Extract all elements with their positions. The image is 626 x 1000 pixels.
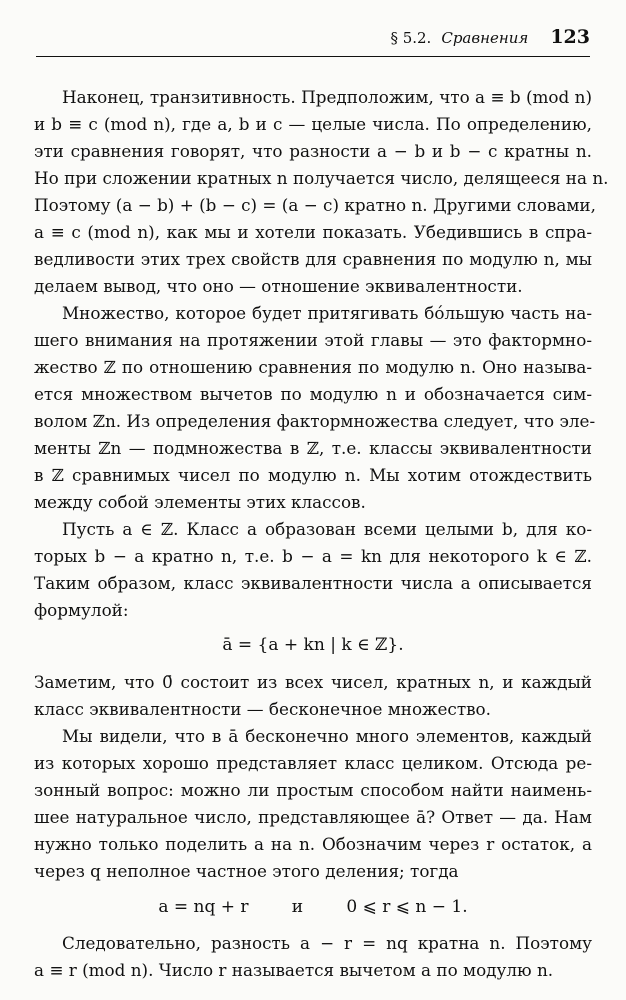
text-line: Поэтому (a − b) + (b − c) = (a − c) кратно n. Другими словами, <box>34 195 596 215</box>
text-line: класс эквивалентности — бесконечное множество. <box>34 699 491 719</box>
text-line: Пусть a ∈ ℤ. Класс a образован всеми целыми b, для ко- <box>62 519 592 539</box>
text-line: эти сравнения говорят, что разности a − b и b − c кратны n. <box>34 141 592 161</box>
text-line: через q неполное частное этого деления; тогда <box>34 861 459 881</box>
text-line: ведливости этих трех свойств для сравнения по модулю n, мы <box>34 249 592 269</box>
formula-class-definition: ā = {a + kn | k ∈ ℤ}. <box>222 635 404 655</box>
section-title: Сравнения <box>441 29 529 47</box>
text-line: из которых хорошо представляет класс целиком. Отсюда ре- <box>34 753 592 773</box>
text-line: шее натуральное число, представляющее ā? Ответ — да. Нам <box>34 807 592 827</box>
text-line: в ℤ сравнимых чисел по модулю n. Мы хотим отождествить <box>34 465 592 485</box>
section-number: § 5.2. <box>390 29 432 47</box>
text-line: торых b − a кратно n, т.е. b − a = kn для некоторого k ∈ ℤ. <box>34 546 592 566</box>
text-line: Заметим, что 0̄ состоит из всех чисел, кратных n, и каждый <box>34 672 592 692</box>
text-line: жество ℤ по отношению сравнения по модулю n. Оно называ- <box>34 357 592 377</box>
text-line: волом ℤn. Из определения фактормножества следует, что эле- <box>34 411 596 431</box>
text-line: Множество, которое будет притягивать бóльшую часть на- <box>62 303 592 323</box>
page-number: 123 <box>550 26 590 48</box>
text-line: Наконец, транзитивность. Предположим, что a ≡ b (mod n) <box>62 87 592 107</box>
running-header <box>36 26 590 57</box>
text-line: формулой: <box>34 600 129 620</box>
text-line: ется множеством вычетов по модулю n и обозначается сим- <box>34 384 592 404</box>
text-line: нужно только поделить a на n. Обозначим через r остаток, а <box>34 834 592 854</box>
text-line: a ≡ r (mod n). Число r называется вычетом a по модулю n. <box>34 960 554 980</box>
text-line: делаем вывод, что оно — отношение эквивалентности. <box>34 276 523 296</box>
text-line: между собой элементы этих классов. <box>34 492 366 512</box>
text-line: Мы видели, что в ā бесконечно много элементов, каждый <box>62 726 592 746</box>
formula-division: a = nq + r и 0 ⩽ r ⩽ n − 1. <box>158 897 468 917</box>
text-line: зонный вопрос: можно ли простым способом найти наимень- <box>34 780 592 800</box>
text-line: a ≡ c (mod n), как мы и хотели показать. Убедившись в спра- <box>34 222 592 242</box>
text-line: Следовательно, разность a − r = nq кратна n. Поэтому <box>62 933 592 953</box>
text-line: Но при сложении кратных n получается число, делящееся на n. <box>34 168 609 188</box>
text-line: менты ℤn — подмножества в ℤ, т.е. классы эквивалентности <box>34 438 592 458</box>
text-line: шего внимания на протяжении этой главы — это фактормно- <box>34 330 592 350</box>
text-line: и b ≡ c (mod n), где a, b и c — целые числа. По определению, <box>34 114 592 134</box>
text-line: Таким образом, класс эквивалентности числа a описывается <box>34 573 592 593</box>
